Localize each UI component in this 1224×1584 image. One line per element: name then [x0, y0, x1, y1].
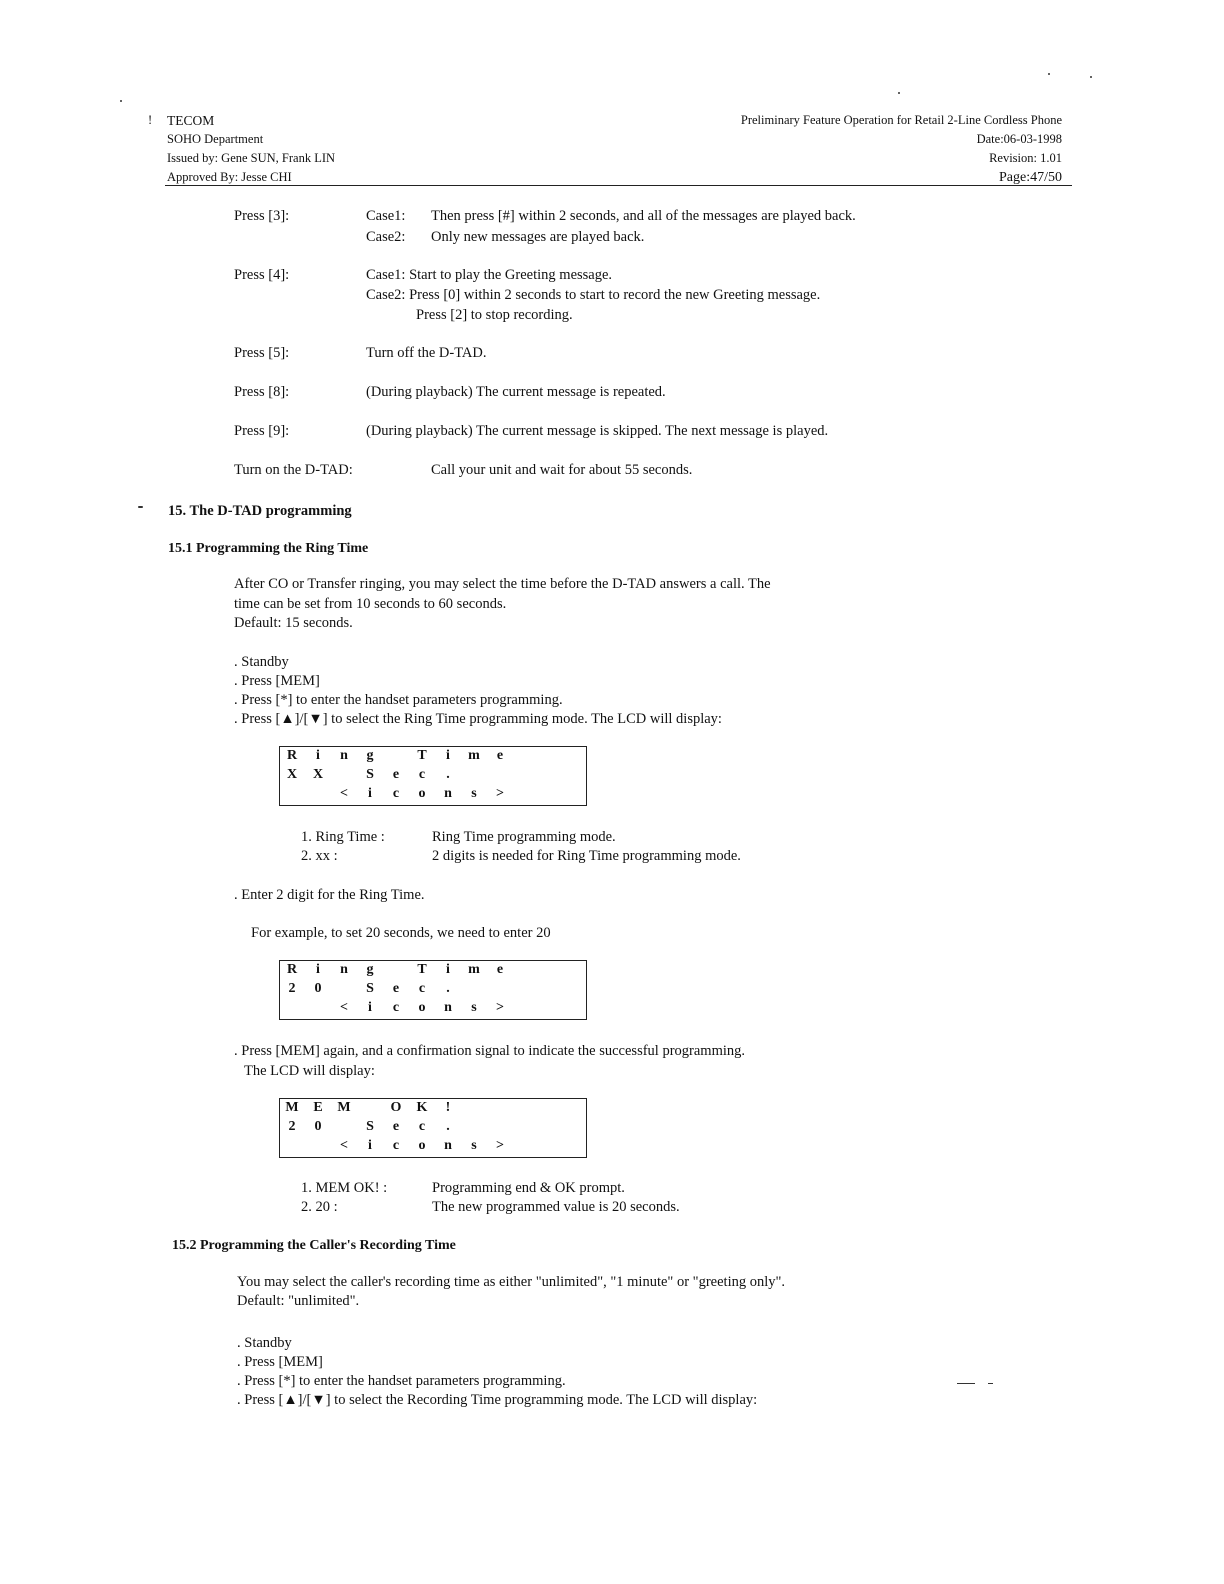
ring-intro-1: After CO or Transfer ringing, you may select the time before the D-TAD answers a call. The: [234, 576, 771, 592]
header-department: SOHO Department: [167, 132, 264, 146]
lcd-char: n: [340, 748, 348, 763]
lcd-display-ring-time-20: [279, 960, 587, 1020]
ring-note-2-text: 2 digits is needed for Ring Time programming mode.: [432, 848, 741, 864]
lcd-char: S: [366, 981, 374, 996]
section-15-title: 15. The D-TAD programming: [168, 503, 352, 519]
scan-speck: [1048, 73, 1050, 75]
lcd-char: T: [417, 748, 427, 763]
lcd-char: o: [418, 786, 426, 801]
ring-step-1: . Standby: [234, 654, 289, 670]
lcd-char: m: [468, 962, 480, 977]
scan-speck: [898, 92, 900, 94]
turn-on-label: Turn on the D-TAD:: [234, 462, 353, 478]
lcd-char: n: [444, 786, 452, 801]
header-page: Page:47/50: [999, 170, 1062, 185]
turn-on-text: Call your unit and wait for about 55 seconds.: [431, 462, 693, 478]
press-8-text: (During playback) The current message is repeated.: [366, 384, 666, 400]
lcd-row-3: [280, 786, 586, 805]
lcd-char: <: [340, 1138, 348, 1153]
mem-note-2-label: 2. 20 :: [301, 1199, 338, 1215]
lcd-char: 2: [288, 1119, 296, 1134]
lcd-char: o: [418, 1000, 426, 1015]
lcd-char: R: [286, 748, 298, 763]
lcd-char: O: [390, 1100, 402, 1115]
rec-intro-2: Default: "unlimited".: [237, 1293, 360, 1309]
lcd-row-2: [280, 767, 586, 786]
press-9-key: Press [9]:: [234, 423, 290, 439]
lcd-char: M: [337, 1100, 351, 1115]
lcd-char: i: [368, 1138, 372, 1153]
lcd-char: S: [366, 1119, 374, 1134]
press-8-key: Press [8]:: [234, 384, 290, 400]
lcd-row-1: [280, 748, 586, 767]
header-left: [148, 111, 336, 187]
lcd-row-3: [280, 1000, 586, 1019]
lcd-char: X: [286, 767, 298, 782]
header-issued-by: Issued by: Gene SUN, Frank LIN: [167, 151, 336, 165]
lcd-char: g: [366, 962, 374, 977]
lcd-char: i: [446, 962, 450, 977]
ring-enter-step: . Enter 2 digit for the Ring Time.: [234, 887, 425, 903]
lcd-char: !: [445, 1100, 451, 1115]
lcd-char: .: [446, 1119, 450, 1134]
press-5-key: Press [5]:: [234, 345, 290, 361]
rec-step-2: . Press [MEM]: [237, 1354, 323, 1370]
ring-note-1-text: Ring Time programming mode.: [432, 829, 616, 845]
header-revision: Revision: 1.01: [989, 151, 1062, 165]
lcd-char: e: [392, 1119, 400, 1134]
lcd-char: c: [418, 981, 426, 996]
scan-speck: [138, 506, 143, 508]
scan-speck: [1090, 76, 1092, 78]
lcd-char: <: [340, 1000, 348, 1015]
lcd-row-3: [280, 1138, 586, 1157]
press-4-line-3: Press [2] to stop recording.: [416, 307, 573, 323]
ring-press-mem-1: . Press [MEM] again, and a confirmation signal to indicate the successful programming.: [234, 1043, 745, 1059]
ring-note-1-label: 1. Ring Time :: [301, 829, 385, 845]
lcd-row-1: [280, 1100, 586, 1119]
lcd-char: m: [468, 748, 480, 763]
lcd-display-ring-time: [279, 746, 587, 806]
scan-speck: [120, 100, 122, 102]
press-3-case2-label: Case2:: [366, 229, 406, 245]
lcd-char: R: [286, 962, 298, 977]
rec-intro-1: You may select the caller's recording time as either "unlimited", "1 minute" or "greeting only".: [237, 1274, 786, 1290]
lcd-char: i: [446, 748, 450, 763]
lcd-char: e: [392, 981, 400, 996]
press-4-line-1: Case1: Start to play the Greeting message.: [366, 267, 613, 283]
lcd-char: c: [392, 786, 400, 801]
lcd-char: >: [496, 1000, 504, 1015]
lcd-char: >: [496, 786, 504, 801]
rec-step-3: . Press [*] to enter the handset parameters programming.: [237, 1373, 566, 1389]
mem-note-1-text: Programming end & OK prompt.: [432, 1180, 625, 1196]
lcd-char: e: [496, 962, 504, 977]
rec-step-4: . Press [▲]/[▼] to select the Recording Time programming mode. The LCD will display:: [237, 1392, 758, 1408]
lcd-char: 0: [314, 981, 322, 996]
lcd-char: n: [340, 962, 348, 977]
header-rule: [165, 185, 1072, 186]
mem-note-2-text: The new programmed value is 20 seconds.: [432, 1199, 680, 1215]
lcd-char: c: [392, 1000, 400, 1015]
lcd-char: .: [446, 981, 450, 996]
press-3-case2-text: Only new messages are played back.: [431, 229, 645, 245]
lcd-char: K: [416, 1100, 428, 1115]
header-doc-title: Preliminary Feature Operation for Retail 2-Line Cordless Phone: [740, 113, 1062, 127]
header-approved-by: Approved By: Jesse CHI: [167, 170, 292, 184]
header-date: Date:06-03-1998: [976, 132, 1062, 146]
lcd-char: T: [417, 962, 427, 977]
lcd-char: .: [446, 767, 450, 782]
lcd-char: e: [496, 748, 504, 763]
lcd-char: g: [366, 748, 374, 763]
ring-note-2-label: 2. xx :: [301, 848, 338, 864]
press-4-line-2: Case2: Press [0] within 2 seconds to start to record the new Greeting message.: [366, 287, 821, 303]
lcd-char: E: [313, 1100, 323, 1115]
lcd-char: M: [285, 1100, 299, 1115]
ring-step-4: . Press [▲]/[▼] to select the Ring Time programming mode. The LCD will display:: [234, 711, 722, 727]
lcd-char: n: [444, 1000, 452, 1015]
lcd-char: i: [316, 962, 320, 977]
lcd-char: X: [312, 767, 324, 782]
press-4-key: Press [4]:: [234, 267, 290, 283]
lcd-char: o: [418, 1138, 426, 1153]
scan-mark: [988, 1383, 993, 1384]
press-9-text: (During playback) The current message is skipped. The next message is played.: [366, 423, 829, 439]
lcd-char: S: [366, 767, 374, 782]
lcd-char: n: [444, 1138, 452, 1153]
rec-step-1: . Standby: [237, 1335, 292, 1351]
mem-note-1-label: 1. MEM OK! :: [301, 1180, 388, 1196]
lcd-char: s: [471, 786, 477, 801]
ring-intro-3: Default: 15 seconds.: [234, 615, 353, 631]
ring-step-3: . Press [*] to enter the handset parameters programming.: [234, 692, 563, 708]
header-company: TECOM: [167, 113, 215, 128]
lcd-display-mem-ok: [279, 1098, 587, 1158]
press-3-case1-text: Then press [#] within 2 seconds, and all of the messages are played back.: [431, 208, 856, 224]
lcd-row-2: [280, 981, 586, 1000]
scan-mark: !: [148, 113, 153, 127]
lcd-char: i: [368, 786, 372, 801]
lcd-char: i: [368, 1000, 372, 1015]
press-5-text: Turn off the D-TAD.: [366, 345, 487, 361]
lcd-char: c: [418, 1119, 426, 1134]
lcd-char: e: [392, 767, 400, 782]
section-15-2-title: 15.2 Programming the Caller's Recording Time: [172, 1238, 456, 1253]
ring-step-2: . Press [MEM]: [234, 673, 320, 689]
lcd-char: >: [496, 1138, 504, 1153]
lcd-char: s: [471, 1000, 477, 1015]
lcd-row-1: [280, 962, 586, 981]
press-3-case1-label: Case1:: [366, 208, 406, 224]
ring-intro-2: time can be set from 10 seconds to 60 seconds.: [234, 596, 507, 612]
press-3-key: Press [3]:: [234, 208, 290, 224]
lcd-char: s: [471, 1138, 477, 1153]
ring-press-mem-2: The LCD will display:: [244, 1063, 375, 1079]
lcd-char: 0: [314, 1119, 322, 1134]
header-right: [741, 111, 1062, 187]
lcd-char: c: [392, 1138, 400, 1153]
lcd-char: 2: [288, 981, 296, 996]
lcd-char: <: [340, 786, 348, 801]
ring-example: For example, to set 20 seconds, we need to enter 20: [251, 925, 551, 941]
scan-mark: [957, 1383, 975, 1384]
lcd-char: c: [418, 767, 426, 782]
lcd-char: i: [316, 748, 320, 763]
lcd-row-2: [280, 1119, 586, 1138]
section-15-1-title: 15.1 Programming the Ring Time: [168, 541, 369, 556]
